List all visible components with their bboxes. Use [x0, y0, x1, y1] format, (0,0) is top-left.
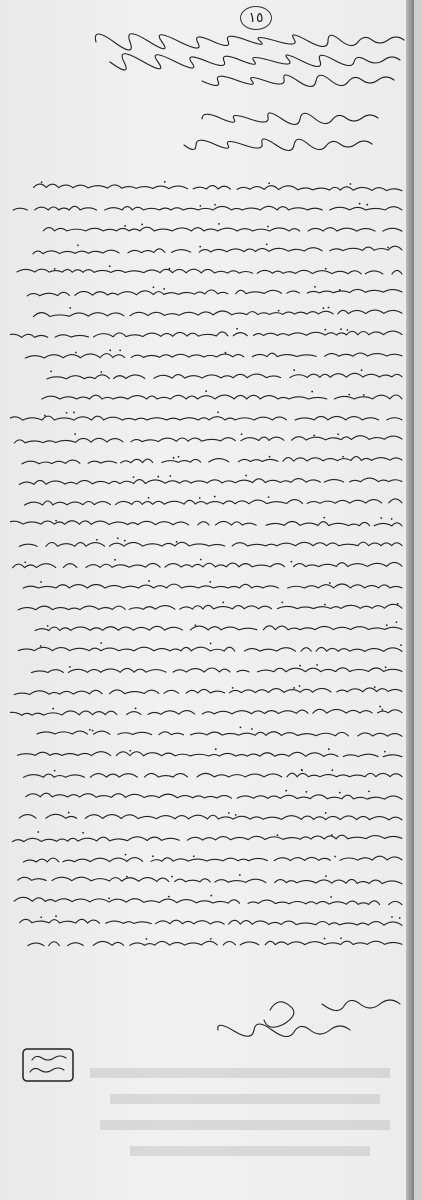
text-line: [42, 373, 402, 379]
diacritic-dot: [145, 938, 147, 940]
diacritic-dot: [117, 537, 119, 539]
diacritic-dot: [278, 310, 280, 312]
diacritic-dot: [178, 456, 180, 458]
diacritic-dot: [330, 896, 332, 898]
diacritic-dot: [119, 350, 121, 352]
diacritic-dot: [69, 307, 71, 309]
diacritic-dot: [391, 916, 393, 918]
diacritic-dot: [108, 897, 110, 899]
diacritic-dot: [193, 855, 195, 857]
diacritic-dot: [176, 541, 178, 543]
diacritic-dot: [75, 352, 77, 354]
diacritic-dot: [92, 730, 94, 732]
diacritic-dot: [222, 602, 224, 604]
diacritic-dot: [269, 456, 271, 458]
diacritic-dot: [199, 246, 201, 248]
diacritic-dot: [124, 225, 126, 227]
diacritic-dot: [24, 561, 26, 563]
diacritic-dot: [54, 770, 56, 772]
diacritic-dot: [210, 643, 212, 645]
diacritic-dot: [217, 411, 219, 413]
diacritic-dot: [293, 687, 295, 689]
diacritic-dot: [225, 352, 227, 354]
diacritic-dot: [363, 394, 365, 396]
diacritic-dot: [169, 268, 171, 270]
diacritic-dot: [396, 621, 398, 623]
address-note: [150, 108, 380, 158]
diacritic-dot: [82, 832, 84, 834]
diacritic-dot: [374, 686, 376, 688]
diacritic-dot: [350, 183, 352, 185]
text-line: [26, 793, 402, 799]
diacritic-dot: [381, 709, 383, 711]
diacritic-dot: [200, 559, 202, 561]
diacritic-dot: [347, 329, 349, 331]
diacritic-dot: [384, 751, 386, 753]
diacritic-dot: [331, 834, 333, 836]
diacritic-dot: [240, 726, 242, 728]
diacritic-dot: [96, 539, 98, 541]
diacritic-dot: [301, 769, 303, 771]
text-line: [25, 352, 402, 358]
text-line: [10, 331, 402, 338]
text-line: [20, 919, 402, 926]
diacritic-dot: [324, 604, 326, 606]
diacritic-dot: [328, 307, 330, 309]
diacritic-dot: [55, 520, 57, 522]
text-line: [17, 288, 402, 296]
diacritic-dot: [348, 394, 350, 396]
diacritic-dot: [236, 328, 238, 330]
header-note: [14, 32, 406, 92]
diacritic-dot: [245, 475, 247, 477]
diacritic-dot: [41, 181, 43, 183]
page-edge-shadow: [406, 0, 414, 1200]
diacritic-dot: [232, 687, 234, 689]
seal-stamp: [20, 1046, 76, 1084]
text-line: [28, 309, 402, 316]
text-line: [13, 562, 402, 567]
text-line: [22, 456, 402, 464]
diacritic-dot: [290, 561, 292, 563]
diacritic-dot: [210, 895, 212, 897]
diacritic-dot: [277, 834, 279, 836]
diacritic-dot: [40, 916, 42, 918]
diacritic-dot: [44, 415, 46, 417]
text-line: [39, 227, 402, 231]
text-line: [10, 435, 402, 443]
diacritic-dot: [47, 625, 49, 627]
diacritic-dot: [109, 265, 111, 267]
closing-signature: [150, 990, 410, 1050]
text-line: [28, 940, 402, 945]
diacritic-dot: [316, 664, 318, 666]
diacritic-dot: [129, 750, 131, 752]
diacritic-dot: [267, 226, 269, 228]
diacritic-dot: [334, 856, 336, 858]
archive-watermark: [90, 1060, 410, 1170]
text-line: [10, 416, 402, 420]
text-line: [10, 206, 402, 210]
diacritic-dot: [114, 559, 116, 561]
diacritic-dot: [322, 307, 324, 309]
text-line: [19, 814, 402, 820]
diacritic-dot: [100, 371, 102, 373]
text-line: [33, 246, 402, 254]
diacritic-dot: [337, 433, 339, 435]
diacritic-dot: [124, 540, 126, 542]
text-line: [32, 730, 402, 736]
diacritic-dot: [52, 708, 54, 710]
diacritic-dot: [285, 790, 287, 792]
diacritic-dot: [325, 268, 327, 270]
text-line: [19, 478, 402, 485]
diacritic-dot: [133, 476, 135, 478]
text-line: [24, 183, 402, 190]
text-line: [19, 542, 402, 547]
diacritic-dot: [69, 666, 71, 668]
folio-number: ١٥: [240, 6, 272, 30]
text-line: [17, 268, 402, 274]
diacritic-dot: [324, 938, 326, 940]
diacritic-dot: [299, 665, 301, 667]
diacritic-dot: [311, 391, 313, 393]
diacritic-dot: [77, 244, 79, 246]
text-line: [37, 395, 402, 399]
diacritic-dot: [331, 769, 333, 771]
diacritic-dot: [169, 475, 171, 477]
diacritic-dot: [66, 412, 68, 414]
text-line: [23, 856, 402, 862]
diacritic-dot: [68, 812, 70, 814]
diacritic-dot: [135, 707, 137, 709]
diacritic-dot: [313, 434, 315, 436]
diacritic-dot: [342, 456, 344, 458]
diacritic-dot: [314, 286, 316, 288]
text-line: [10, 835, 402, 842]
diacritic-dot: [173, 457, 175, 459]
diacritic-dot: [50, 370, 52, 372]
text-line: [10, 709, 402, 716]
diacritic-dot: [339, 289, 341, 291]
diacritic-dot: [74, 433, 76, 435]
text-line: [10, 687, 402, 694]
diacritic-dot: [194, 624, 196, 626]
diacritic-dot: [148, 497, 150, 499]
diacritic-dot: [126, 876, 128, 878]
diacritic-dot: [73, 412, 75, 414]
text-line: [25, 499, 402, 505]
diacritic-dot: [387, 247, 389, 249]
diacritic-dot: [239, 874, 241, 876]
diacritic-dot: [391, 518, 393, 520]
diacritic-dot: [40, 645, 42, 647]
main-text: [10, 175, 410, 975]
diacritic-dot: [325, 875, 327, 877]
diacritic-dot: [385, 666, 387, 668]
diacritic-dot: [109, 349, 111, 351]
diacritic-dot: [148, 580, 150, 582]
diacritic-dot: [241, 433, 243, 435]
diacritic-dot: [329, 582, 331, 584]
diacritic-dot: [55, 915, 57, 917]
diacritic-dot: [325, 812, 327, 814]
text-line: [23, 773, 402, 777]
diacritic-dot: [100, 642, 102, 644]
text-line: [10, 520, 402, 526]
diacritic-dot: [37, 831, 39, 833]
diacritic-dot: [293, 369, 295, 371]
diacritic-dot: [323, 517, 325, 519]
text-line: [18, 647, 402, 652]
diacritic-dot: [89, 729, 91, 731]
diacritic-dot: [141, 223, 143, 225]
diacritic-dot: [210, 938, 212, 940]
diacritic-dot: [235, 814, 237, 816]
diacritic-dot: [268, 182, 270, 184]
diacritic-dot: [164, 181, 166, 183]
diacritic-dot: [266, 243, 268, 245]
diacritic-dot: [163, 288, 165, 290]
diacritic-dot: [399, 917, 401, 919]
diacritic-dot: [40, 581, 42, 583]
diacritic-dot: [168, 896, 170, 898]
diacritic-dot: [306, 791, 308, 793]
diacritic-dot: [359, 203, 361, 205]
diacritic-dot: [214, 496, 216, 498]
diacritic-dot: [328, 748, 330, 750]
diacritic-dot: [171, 876, 173, 878]
diacritic-dot: [209, 581, 211, 583]
diacritic-dot: [340, 328, 342, 330]
diacritic-dot: [54, 268, 56, 270]
diacritic-dot: [215, 748, 217, 750]
diacritic-dot: [157, 476, 159, 478]
diacritic-dot: [214, 204, 216, 206]
diacritic-dot: [200, 205, 202, 207]
diacritic-dot: [379, 706, 381, 708]
diacritic-dot: [400, 644, 402, 646]
diacritic-dot: [199, 497, 201, 499]
diacritic-dot: [281, 602, 283, 604]
text-line: [35, 625, 402, 630]
diacritic-dot: [205, 390, 207, 392]
diacritic-dot: [386, 624, 388, 626]
diacritic-dot: [228, 812, 230, 814]
diacritic-dot: [153, 286, 155, 288]
diacritic-dot: [339, 792, 341, 794]
text-line: [10, 897, 402, 905]
diacritic-dot: [218, 223, 220, 225]
diacritic-dot: [251, 728, 253, 730]
diacritic-dot: [380, 517, 382, 519]
diacritic-dot: [397, 603, 399, 605]
text-line: [19, 584, 402, 588]
diacritic-dot: [125, 854, 127, 856]
diacritic-dot: [366, 204, 368, 206]
text-line: [18, 604, 402, 610]
text-line: [31, 667, 402, 672]
diacritic-dot: [324, 329, 326, 331]
diacritic-dot: [361, 369, 363, 371]
text-line: [17, 751, 402, 756]
diacritic-dot: [299, 685, 301, 687]
diacritic-dot: [268, 496, 270, 498]
diacritic-dot: [368, 791, 370, 793]
diacritic-dot: [152, 855, 154, 857]
diacritic-dot: [340, 937, 342, 939]
text-line: [18, 876, 402, 884]
